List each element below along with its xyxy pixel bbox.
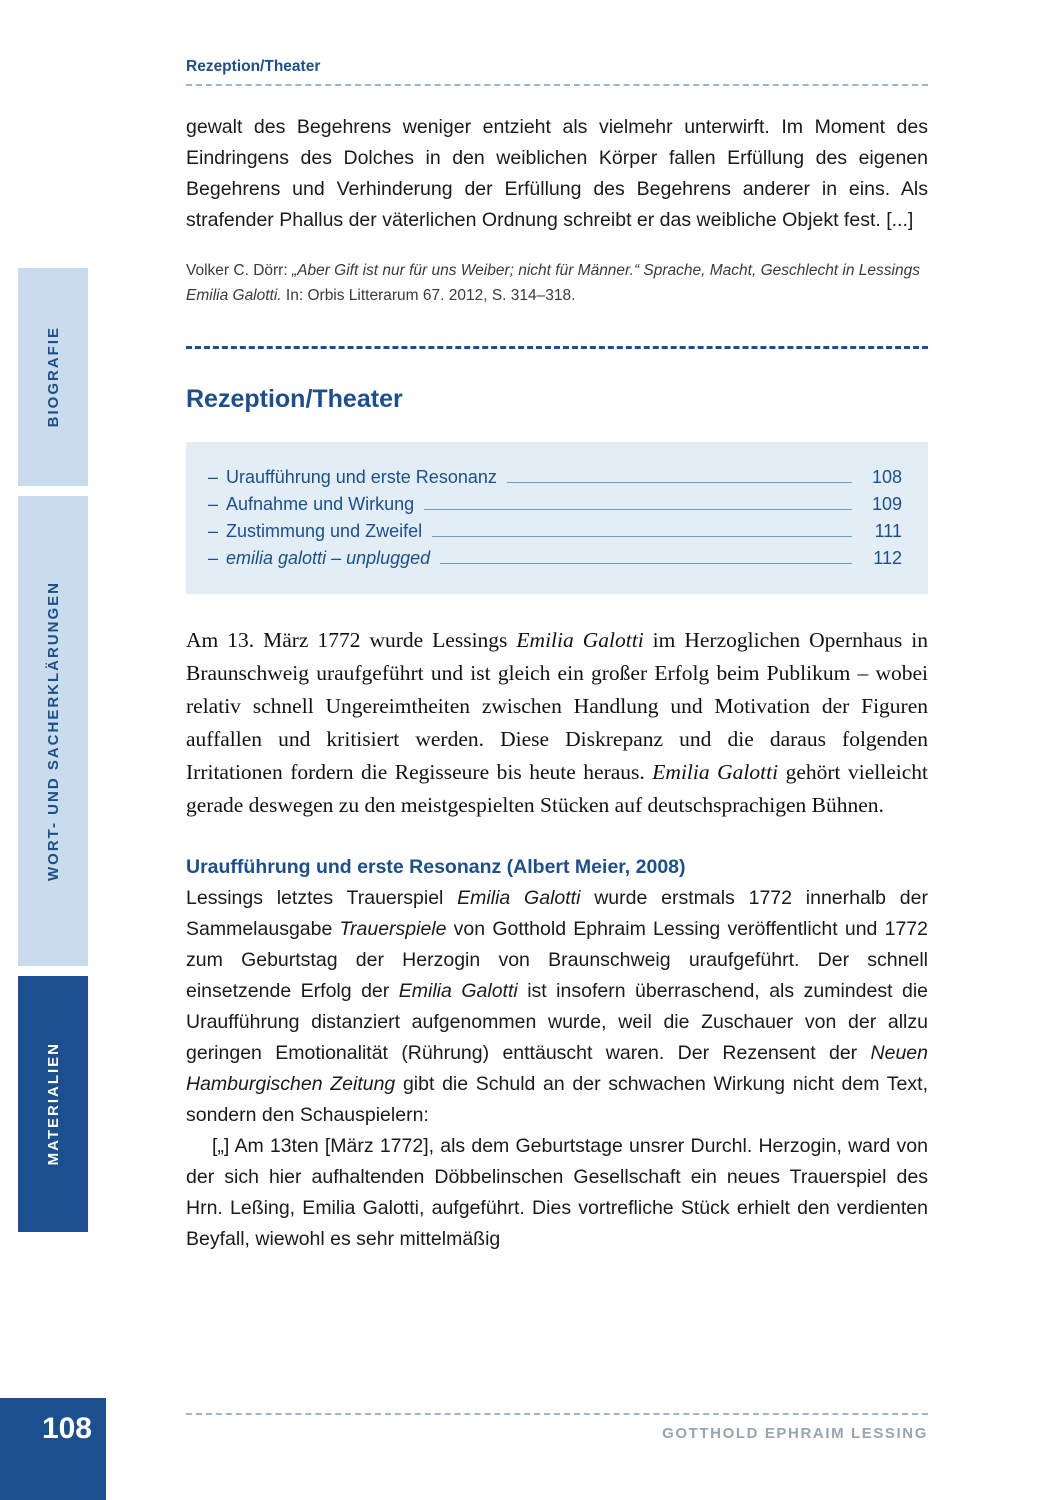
page-content [186, 0, 928, 1500]
toc-dash: – [208, 494, 219, 514]
running-head-divider [186, 84, 928, 86]
toc-dash: – [208, 548, 219, 568]
rail-tab-materialien[interactable] [18, 976, 88, 1232]
sub-part-5: gibt die Schuld an der schwachen Wirkung nicht dem Text, sondern den Schauspielern: [186, 1073, 928, 1126]
toc-dash: – [208, 467, 219, 487]
toc-page: 108 [871, 467, 902, 487]
toc-label: Aufnahme und Wirkung [226, 494, 415, 514]
toc-page: 109 [871, 494, 902, 514]
page-number: 108 [0, 1398, 106, 1500]
rail-tab-materialien-label: MATERIALIEN [44, 1042, 62, 1166]
continued-paragraph: gewalt des Begehrens weniger entzieht als vielmehr unterwirft. Im Moment des Eindringens des Dolches in den weiblichen Körper fallen Erfüllung des eigenen Begehrens und Verhinderung der Erfüllung des Begehrens anderer in eins. Als strafender Phallus der väterlichen Ordnung schreibt er das weibliche Objekt fest. [...] [186, 116, 928, 231]
intro-part-2: im Herzoglichen Opernhaus in Braunschweig uraufgeführt und ist gleich ein großer Erfolg beim Publikum – wobei relativ schnell Ungereimtheiten zwischen Handlung und Motivation der Figuren auffallen und kritisiert werden. Diese Diskrepanz und die daraus folgenden Irritationen fordern die Regisseure bis heute heraus. [186, 628, 929, 784]
section-toc [186, 442, 928, 594]
sub-italic-4: Neuen Hamburgischen Zeitung [186, 1042, 928, 1095]
sub-part-4: ist insofern überraschend, als zumindest die Uraufführung distanziert aufgenommen wurde, weil die Zuschauer von der allzu geringen Emotionalität (Rührung) enttäuscht waren. Der Rezensent der [186, 980, 928, 1064]
page-footer [186, 1413, 928, 1442]
sub-part-2: wurde erstmals 1772 innerhalb der Sammelausgabe [186, 887, 928, 940]
toc-leader [507, 482, 852, 483]
toc-item[interactable] [208, 464, 902, 491]
sub-italic-3: Emilia Galotti [398, 980, 518, 1002]
toc-leader [424, 509, 852, 510]
toc-item[interactable] [208, 545, 902, 572]
intro-italic-1: Emilia Galotti [516, 628, 644, 652]
toc-label: Uraufführung und erste Resonanz [226, 467, 497, 487]
source-note-title: „Aber Gift ist nur für uns Weiber; nicht für Männer.“ Sprache, Macht, Geschlecht in Lessings Emilia Galotti. [186, 262, 920, 304]
sub-italic-1: Emilia Galotti [457, 887, 581, 909]
rail-tab-biografie-label: BIOGRAFIE [44, 326, 62, 428]
rail-tab-biografie[interactable] [18, 268, 88, 486]
intro-part-1: Am 13. März 1772 wurde Lessings [186, 628, 517, 652]
toc-page: 112 [873, 548, 902, 568]
section-divider [186, 346, 928, 349]
intro-italic-2: Emilia Galotti [652, 760, 779, 784]
source-note-rest: In: Orbis Litterarum 67. 2012, S. 314–318. [281, 287, 576, 304]
footer-divider [186, 1413, 928, 1415]
quotation-paragraph: [„] Am 13ten [März 1772], als dem Geburtstage unsrer Durchl. Herzogin, ward von der sich hier aufhaltenden Döbbelinschen Gesellschaft ein neues Trauerspiel des Hrn. Leßing, Emilia Galotti, aufgeführt. Dies vortrefliche Stück erhielt den verdienten Beyfall, wiewohl es sehr mittelmäßig [186, 1135, 928, 1250]
intro-part-3: gehört vielleicht gerade deswegen zu den meistgespielten Stücken auf deutschsprachigen Bühnen. [186, 760, 929, 817]
sub-part-3: von Gotthold Ephraim Lessing veröffentlicht und 1772 zum Geburtstag der Herzogin von Braunschweig uraufgeführt. Der schnell einsetzende Erfolg der [186, 918, 928, 1002]
section-separator [186, 346, 928, 349]
subsection-title: Uraufführung und erste Resonanz (Albert Meier, 2008) [186, 856, 686, 878]
subsection-paragraph [186, 883, 928, 1131]
toc-dash: – [208, 521, 219, 541]
running-head: Rezeption/Theater [186, 58, 321, 75]
intro-paragraph [186, 624, 928, 822]
toc-leader [432, 536, 852, 537]
source-note [186, 258, 928, 308]
sub-part-1: Lessings letztes Trauerspiel [186, 887, 458, 909]
toc-label: emilia galotti – unplugged [226, 548, 431, 568]
sub-italic-2: Trauerspiele [339, 918, 447, 940]
toc-label: Zustimmung und Zweifel [226, 521, 423, 541]
toc-item[interactable] [208, 518, 902, 545]
footer-text: GOTTHOLD EPHRAIM LESSING [662, 1425, 928, 1442]
rail-tab-wort-und-sacherklaerungen[interactable] [18, 496, 88, 966]
section-title: Rezeption/Theater [186, 385, 403, 413]
source-note-author: Volker C. Dörr: [186, 262, 292, 279]
rail-tab-wort-label: WORT- UND SACHERKLÄRUNGEN [44, 581, 62, 881]
toc-leader [440, 563, 852, 564]
side-rail [0, 0, 106, 1500]
toc-item[interactable] [208, 491, 902, 518]
toc-page: 111 [874, 521, 902, 541]
